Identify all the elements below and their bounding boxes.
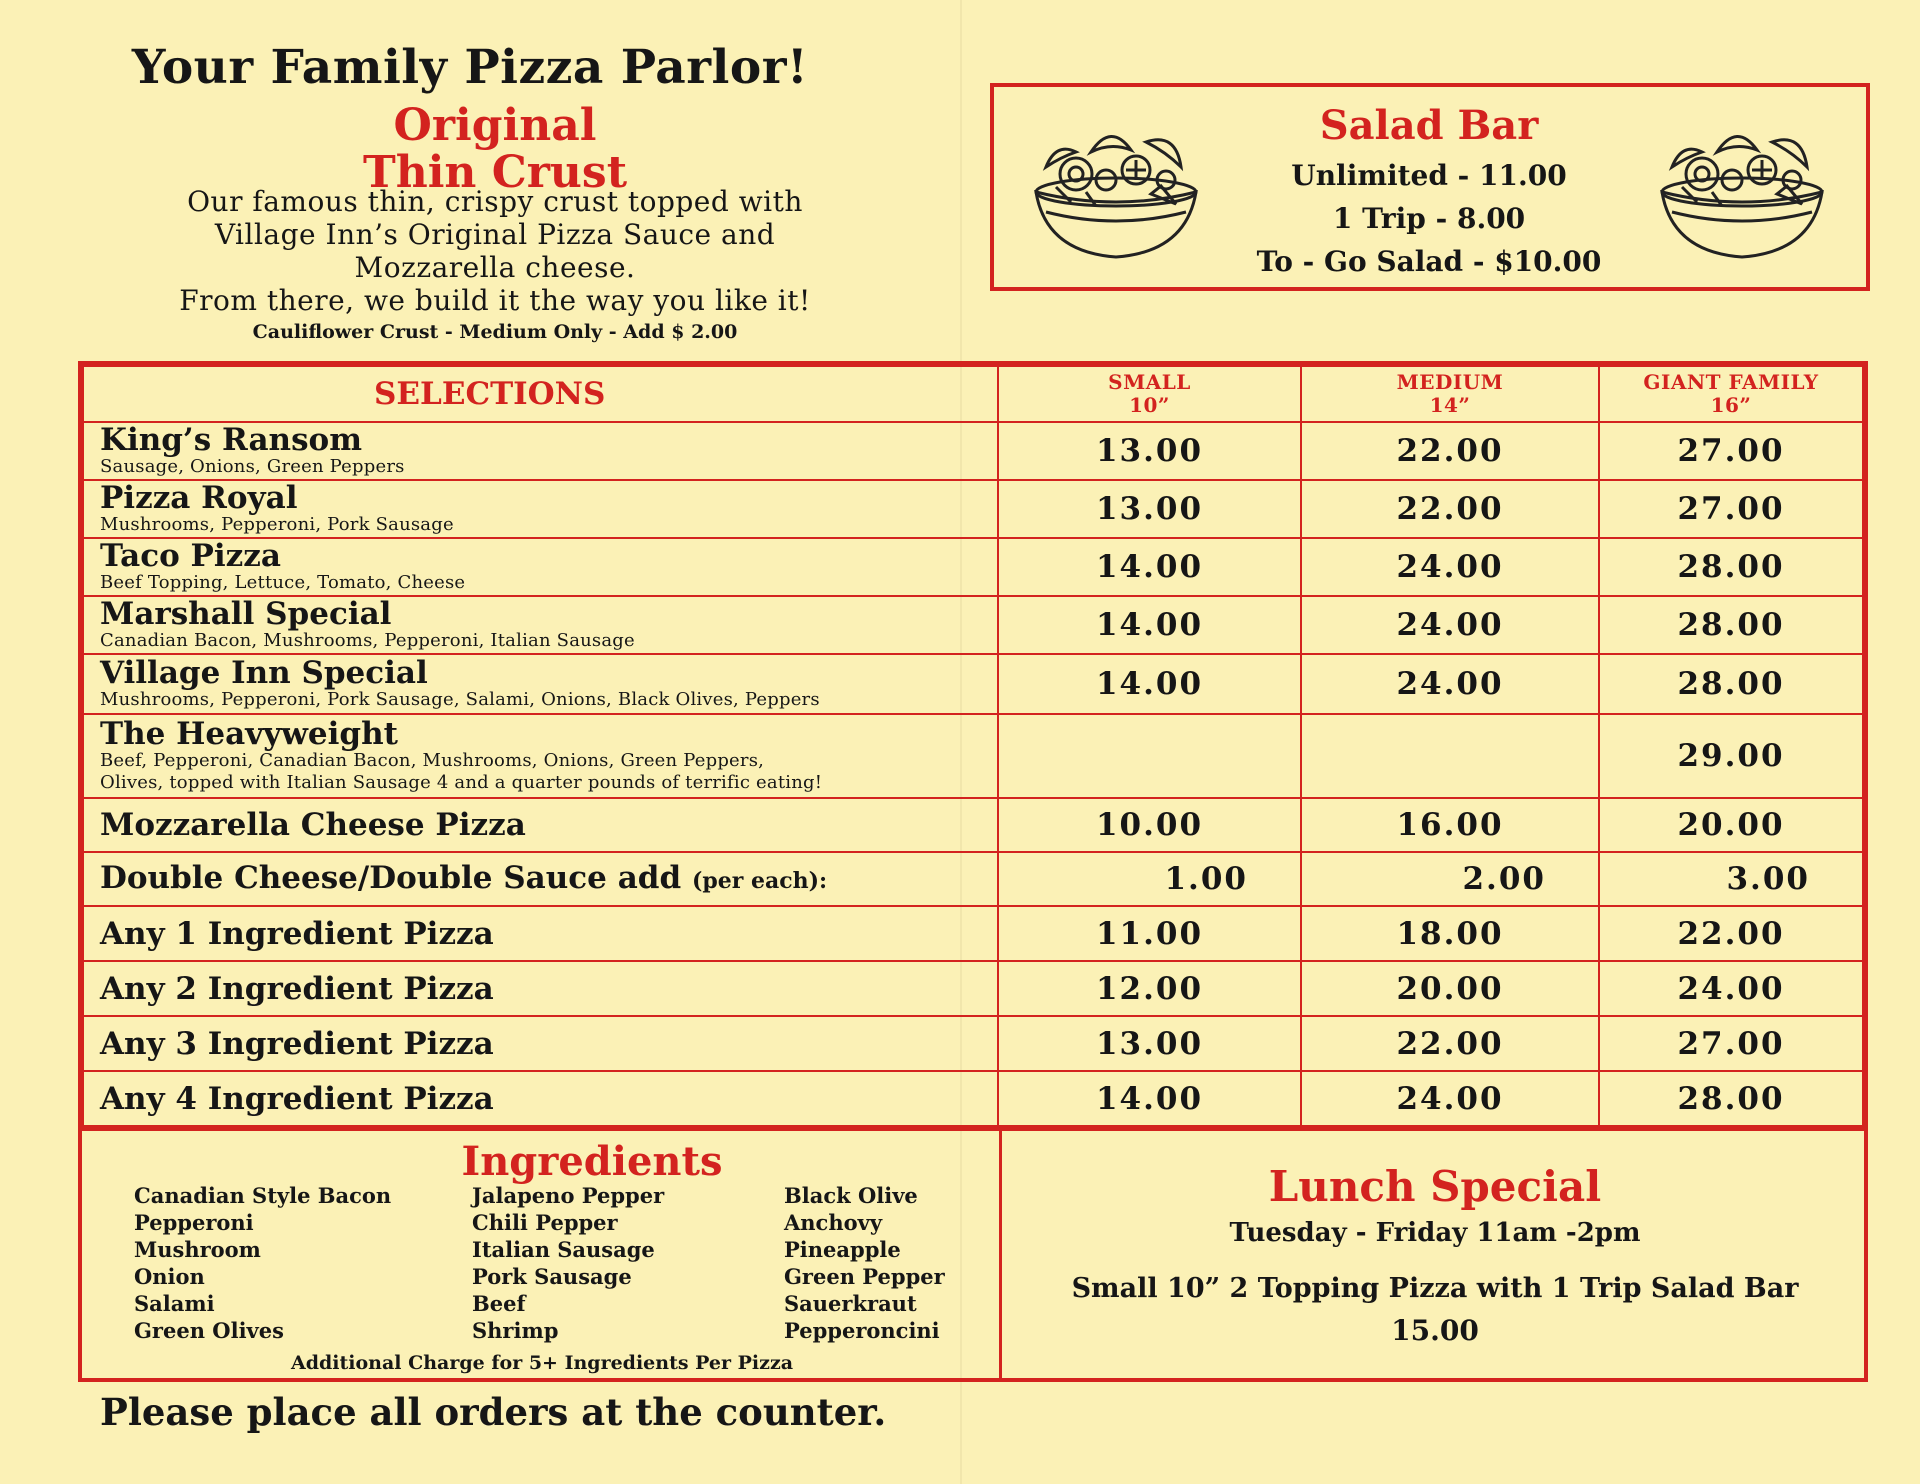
price-small: 11.00 (998, 906, 1301, 961)
pizza-name: Mozzarella Cheese Pizza (100, 807, 526, 843)
price-small (998, 714, 1301, 798)
price-giant: 20.00 (1599, 798, 1863, 852)
price-small: 10.00 (998, 798, 1301, 852)
price-medium: 22.00 (1301, 422, 1599, 480)
desc-line: Village Inn’s Original Pizza Sauce and (214, 218, 776, 251)
table-row (83, 480, 1863, 538)
list-item: Pepperoncini (784, 1318, 940, 1343)
desc-line: Our famous thin, crispy crust topped with (187, 185, 803, 218)
pizza-toppings: Sausage, Onions, Green Peppers (100, 456, 405, 477)
list-item: Onion (134, 1264, 205, 1289)
list-item: Shrimp (472, 1318, 559, 1343)
crust-title-line1: Original (393, 100, 597, 151)
price-medium: 22.00 (1301, 480, 1599, 538)
pizza-toppings: Beef, Pepperoni, Canadian Bacon, Mushrooms, Onions, Green Peppers, (100, 750, 765, 771)
table-row (83, 654, 1863, 714)
price-medium: 20.00 (1301, 961, 1599, 1016)
ingredients-column-3 (784, 1182, 945, 1344)
lunch-special-title: Lunch Special (1268, 1162, 1602, 1211)
pizza-menu-table (78, 361, 1868, 1131)
list-item: Chili Pepper (472, 1210, 618, 1235)
list-item: Salami (134, 1291, 215, 1316)
price-giant: 3.00 (1599, 852, 1863, 906)
ingredients-column-2 (472, 1182, 664, 1344)
lunch-special-price: 15.00 (1391, 1314, 1479, 1347)
price-medium: 22.00 (1301, 1016, 1599, 1071)
small-header: SMALL 10” (998, 366, 1301, 422)
price-giant: 27.00 (1599, 422, 1863, 480)
list-item: Black Olive (784, 1183, 918, 1208)
list-item: Pepperoni (134, 1210, 254, 1235)
table-row (83, 961, 1863, 1016)
salad-bar-title: Salad Bar (1319, 102, 1539, 149)
list-item: Mushroom (134, 1237, 261, 1262)
price-small: 13.00 (998, 1016, 1301, 1071)
ingredients-charge-note: Additional Charge for 5+ Ingredients Per Pizza (290, 1352, 794, 1374)
lunch-special-time: Tuesday - Friday 11am -2pm (1229, 1218, 1641, 1248)
order-at-counter-note: Please place all orders at the counter. (100, 1390, 887, 1434)
price-medium: 16.00 (1301, 798, 1599, 852)
price-medium: 24.00 (1301, 596, 1599, 654)
price-giant: 29.00 (1599, 714, 1863, 798)
pizza-name: Taco Pizza (100, 538, 281, 574)
salad-bowl-icon (1642, 112, 1842, 262)
list-item: Pork Sausage (472, 1264, 632, 1289)
pizza-toppings: Olives, topped with Italian Sausage 4 and a quarter pounds of terrific eating! (100, 772, 823, 793)
salad-to-go: To - Go Salad - $10.00 (1256, 245, 1602, 278)
price-giant: 24.00 (1599, 961, 1863, 1016)
list-item: Sauerkraut (784, 1291, 917, 1316)
pizza-toppings: Mushrooms, Pepperoni, Pork Sausage (100, 514, 454, 535)
list-item: Italian Sausage (472, 1237, 655, 1262)
pizza-name: King’s Ransom (100, 422, 363, 458)
price-giant: 27.00 (1599, 480, 1863, 538)
price-small: 1.00 (998, 852, 1301, 906)
list-item: Green Olives (134, 1318, 284, 1343)
price-medium: 24.00 (1301, 1071, 1599, 1126)
table-header-row (83, 366, 1863, 422)
pizza-name: Any 4 Ingredient Pizza (100, 1080, 494, 1117)
selections-header: SELECTIONS (83, 366, 998, 422)
list-item: Anchovy (784, 1210, 883, 1235)
price-giant: 28.00 (1599, 1071, 1863, 1126)
pizza-toppings: Beef Topping, Lettuce, Tomato, Cheese (100, 572, 466, 593)
crust-title-line2: Thin Crust (362, 147, 628, 198)
price-small: 12.00 (998, 961, 1301, 1016)
table-row (83, 596, 1863, 654)
giant-family-header: GIANT FAMILY 16” (1599, 366, 1863, 422)
ingredients-title: Ingredients (461, 1138, 723, 1185)
list-item: Pineapple (784, 1237, 901, 1262)
salad-one-trip: 1 Trip - 8.00 (1332, 202, 1526, 235)
price-medium (1301, 714, 1599, 798)
price-giant: 22.00 (1599, 906, 1863, 961)
pizza-name: Any 3 Ingredient Pizza (100, 1025, 494, 1062)
crust-description (120, 185, 870, 317)
list-item: Jalapeno Pepper (472, 1183, 665, 1208)
list-item: Green Pepper (784, 1264, 945, 1289)
table-row (83, 798, 1863, 852)
pizza-toppings: Mushrooms, Pepperoni, Pork Sausage, Salami, Onions, Black Olives, Peppers (100, 689, 820, 710)
price-medium: 2.00 (1301, 852, 1599, 906)
desc-line: Mozzarella cheese. (354, 251, 636, 284)
list-item: Canadian Style Bacon (134, 1183, 392, 1208)
price-small: 13.00 (998, 480, 1301, 538)
price-small: 14.00 (998, 654, 1301, 714)
table-row (83, 714, 1863, 798)
pizza-name: Pizza Royal (100, 480, 298, 516)
cauliflower-note: Cauliflower Crust - Medium Only - Add $ 2.00 (252, 321, 738, 343)
pizza-name: Double Cheese/Double Sauce add (per each): (100, 859, 828, 896)
pizza-name: Any 1 Ingredient Pizza (100, 915, 494, 952)
price-giant: 28.00 (1599, 538, 1863, 596)
lunch-special-deal: Small 10” 2 Topping Pizza with 1 Trip Salad Bar (1071, 1273, 1799, 1304)
price-giant: 28.00 (1599, 596, 1863, 654)
crust-title (130, 102, 860, 196)
pizza-name: Any 2 Ingredient Pizza (100, 970, 494, 1007)
pizza-name: Marshall Special (100, 596, 392, 632)
price-small: 14.00 (998, 1071, 1301, 1126)
salad-bowl-icon (1016, 112, 1216, 262)
per-each-note: (per each): (691, 867, 828, 894)
medium-header: MEDIUM 14” (1301, 366, 1599, 422)
ingredients-column-1 (134, 1182, 391, 1344)
table-row (83, 422, 1863, 480)
pizza-name: Village Inn Special (100, 655, 428, 691)
table-row (83, 1016, 1863, 1071)
price-medium: 24.00 (1301, 538, 1599, 596)
pizza-toppings: Canadian Bacon, Mushrooms, Pepperoni, Italian Sausage (100, 630, 635, 651)
price-small: 13.00 (998, 422, 1301, 480)
price-medium: 24.00 (1301, 654, 1599, 714)
table-row (83, 906, 1863, 961)
price-small: 14.00 (998, 538, 1301, 596)
parlor-title: Your Family Pizza Parlor! (131, 40, 809, 95)
table-row (83, 852, 1863, 906)
price-small: 14.00 (998, 596, 1301, 654)
bottom-panels (78, 1130, 1868, 1382)
salad-unlimited: Unlimited - 11.00 (1291, 159, 1567, 192)
price-giant: 28.00 (1599, 654, 1863, 714)
price-giant: 27.00 (1599, 1016, 1863, 1071)
price-medium: 18.00 (1301, 906, 1599, 961)
desc-line: From there, we build it the way you like it! (179, 284, 811, 317)
table-row (83, 1071, 1863, 1126)
salad-bar-box (990, 83, 1870, 291)
table-row (83, 538, 1863, 596)
pizza-name: The Heavyweight (100, 716, 398, 752)
list-item: Beef (472, 1291, 526, 1316)
